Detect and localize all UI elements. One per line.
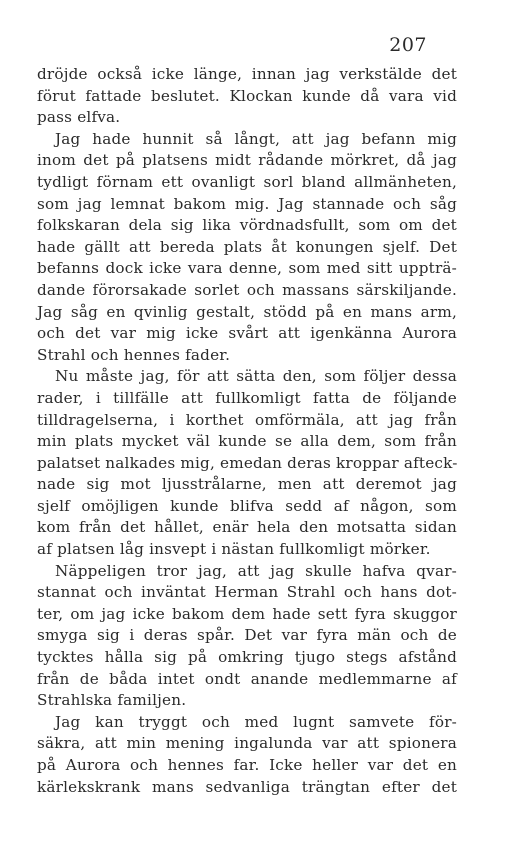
text-line: Strahl och hennes fader. [37, 345, 231, 364]
text-line: tydligt förnam ett ovanligt sorl bland allmänheten, [37, 172, 457, 191]
text-line: dröjde också icke länge, innan jag verkstälde det [37, 65, 457, 83]
text-line: rader, i tillfälle att fullkomligt fatta de följande [37, 388, 457, 407]
text-line: ter, om jag icke bakom dem hade sett fyra skuggor [37, 604, 457, 623]
page-number: 207 [389, 34, 427, 56]
text-line: Nu måste jag, för att sätta den, som följer dessa [55, 367, 457, 386]
text-line: Jag kan tryggt och med lugnt samvete för- [55, 712, 457, 731]
text-line: kärlekskrank mans sedvanliga trängtan efter det [37, 777, 457, 796]
text-line: hade gällt att bereda plats åt konungen sjelf. Det [37, 237, 457, 256]
text-line: kom från det hållet, enär hela den motsatta sidan [37, 518, 457, 537]
body-text [37, 64, 457, 798]
text-line: förut fattade beslutet. Klockan kunde då vara vid [37, 86, 457, 105]
text-line: Strahlska familjen. [37, 691, 187, 710]
text-line: Jag såg en qvinlig gestalt, stödd på en mans arm, [37, 302, 457, 321]
text-line: nade sig mot ljusstrålarne, men att deremot jag [37, 475, 457, 494]
text-line: som jag lemnat bakom mig. Jag stannade och såg [37, 194, 457, 213]
text-line: befanns dock icke vara denne, som med sitt uppträ- [37, 259, 457, 278]
text-line: och det var mig icke svårt att igenkänna Aurora [37, 324, 457, 343]
text-line: inom det på platsens midt rådande mörkret, då jag [37, 151, 457, 170]
text-line: min plats mycket väl kunde se alla dem, som från [37, 432, 457, 451]
text-line: palatset nalkades mig, emedan deras kroppar afteck- [37, 453, 458, 472]
text-line: stannat och inväntat Herman Strahl och hans dot- [37, 583, 457, 602]
text-line: dande förorsakade sorlet och massans särskiljande. [37, 280, 457, 299]
text-line: smyga sig i deras spår. Det var fyra män och de [37, 626, 457, 645]
text-line: från de båda intet ondt anande medlemmarne af [37, 669, 457, 688]
text-line: pass elfva. [37, 108, 121, 127]
text-line: sjelf omöjligen kunde blifva sedd af någon, som [37, 496, 457, 515]
text-line: Jag hade hunnit så långt, att jag befann mig [55, 129, 457, 148]
text-line: tycktes hålla sig på omkring tjugo stegs afstånd [37, 648, 457, 667]
text-line: af platsen låg insvept i nästan fullkomligt mörker. [37, 540, 431, 559]
text-line: säkra, att min mening ingalunda var att spionera [37, 734, 457, 753]
text-line: tilldragelserna, i korthet omförmäla, att jag från [37, 410, 457, 429]
text-line: folkskaran dela sig lika vördnadsfullt, som om det [37, 216, 457, 235]
text-line: Näppeligen tror jag, att jag skulle hafva qvar- [55, 561, 457, 580]
text-line: på Aurora och hennes far. Icke heller var det en [37, 756, 457, 774]
